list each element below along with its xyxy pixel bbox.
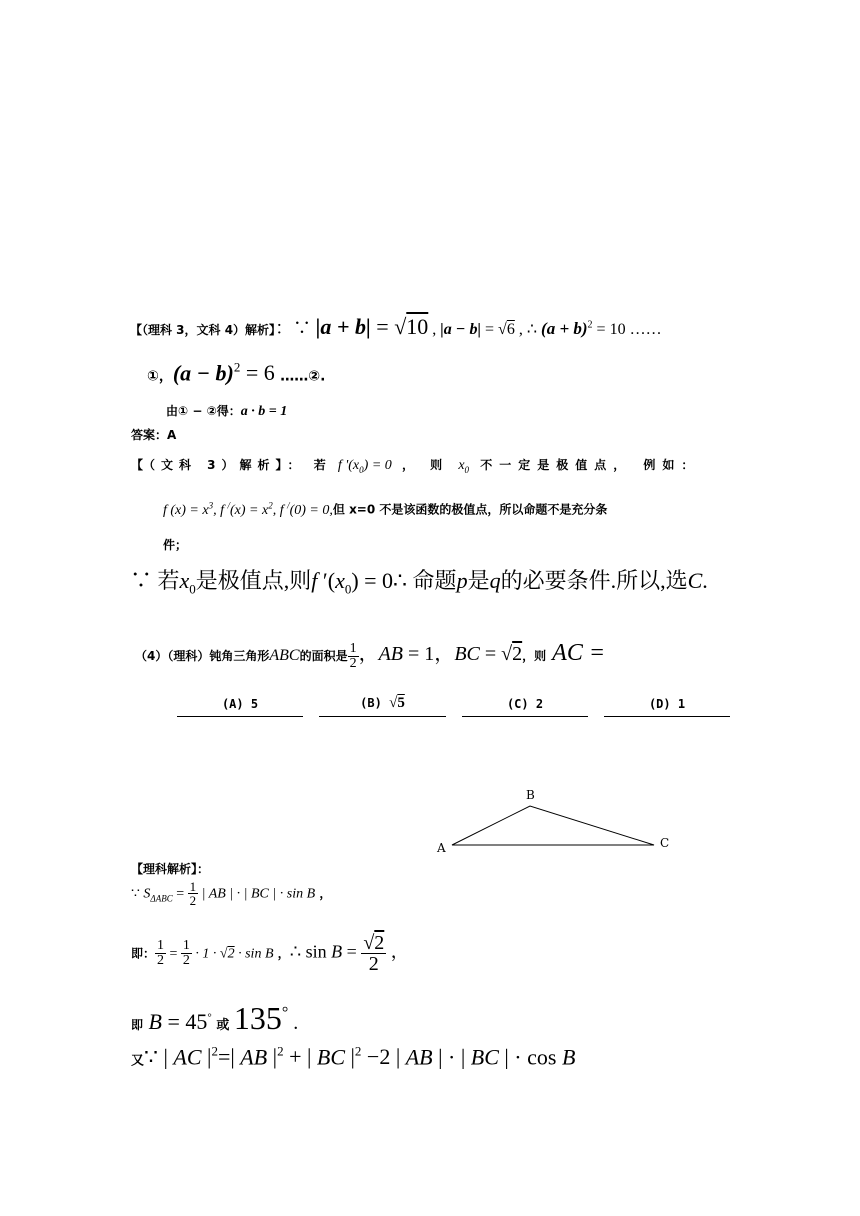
section1-line2: ①，$(a - b)^2 = 6$ ……②. bbox=[147, 360, 326, 386]
section1-line1: 【（理科 3，文科 4）解析】：∵ |a + b| = √10 , |a − b| = √6 , ∴ $(a + b)^2 = 10$ …… bbox=[130, 314, 662, 339]
option-c[interactable]: (C) 2 bbox=[506, 697, 544, 711]
section2-line1: 【（文科 3）解析】： 若 f '$(x_0) = 0$ ， 则 $x_0$ 不一定是极值点， 例如： bbox=[131, 458, 701, 475]
option-b-underline bbox=[319, 716, 446, 717]
option-c-underline bbox=[462, 716, 588, 717]
section3-step1: 即： $\frac{1}{2}$ = $\frac{1}{2}$ · 1 · √2 · sin B ，∴ sin B = $\frac{√2}{2}$ ， bbox=[131, 932, 409, 975]
section1-answer: 答案：A bbox=[131, 428, 177, 442]
vertex-c-label: C bbox=[660, 836, 670, 850]
section3-area-formula: ∵ $S_{\Delta ABC}$ = $\frac{1}{2}$ | AB | · | BC | · sin B ， bbox=[131, 879, 332, 908]
section3-step2: 即 B = 45° 或 135° . bbox=[131, 1000, 299, 1036]
section2-line2: f $(x) = x^3$, f $^/(x) = x^2$, f /(0) = 0,但 x=0 不是该函数的极值点，所以命题不是充分条 bbox=[163, 500, 608, 518]
triangle-figure bbox=[430, 780, 680, 860]
section2-line3: 件； bbox=[163, 538, 188, 552]
section1-heading: 【（理科 3，文科 4）解析】 bbox=[130, 323, 276, 337]
option-d[interactable]: (D) 1 bbox=[648, 697, 686, 711]
triangle-abc bbox=[452, 806, 654, 845]
question-stem: （4）（理科）钝角三角形ABC的面积是 $\frac{1}{2}$ ，AB = 1，BC = √2，则 AC = bbox=[135, 640, 606, 671]
section3-step3: 又∵ | AC $|^2=|$ AB $|^2$ + | BC $|^2 -2$ | AB | · | BC | · cos B bbox=[131, 1044, 576, 1070]
option-a[interactable]: (A) 5 bbox=[221, 697, 259, 711]
vertex-a-label: A bbox=[437, 841, 446, 855]
vertex-b-label: B bbox=[526, 788, 535, 802]
section3-heading: 【理科解析】： bbox=[131, 862, 210, 876]
section1-line3: 由① − ②得：a · b = 1 bbox=[166, 404, 288, 419]
option-d-underline bbox=[604, 716, 730, 717]
option-a-underline bbox=[177, 716, 303, 717]
option-b[interactable]: (B) √5 bbox=[360, 695, 405, 711]
section2-conclusion: ∵ 若$x_0$是极值点,则f $'(x_0)$ = 0∴ 命题p是q的必要条件.所以,选C. bbox=[130, 568, 708, 597]
